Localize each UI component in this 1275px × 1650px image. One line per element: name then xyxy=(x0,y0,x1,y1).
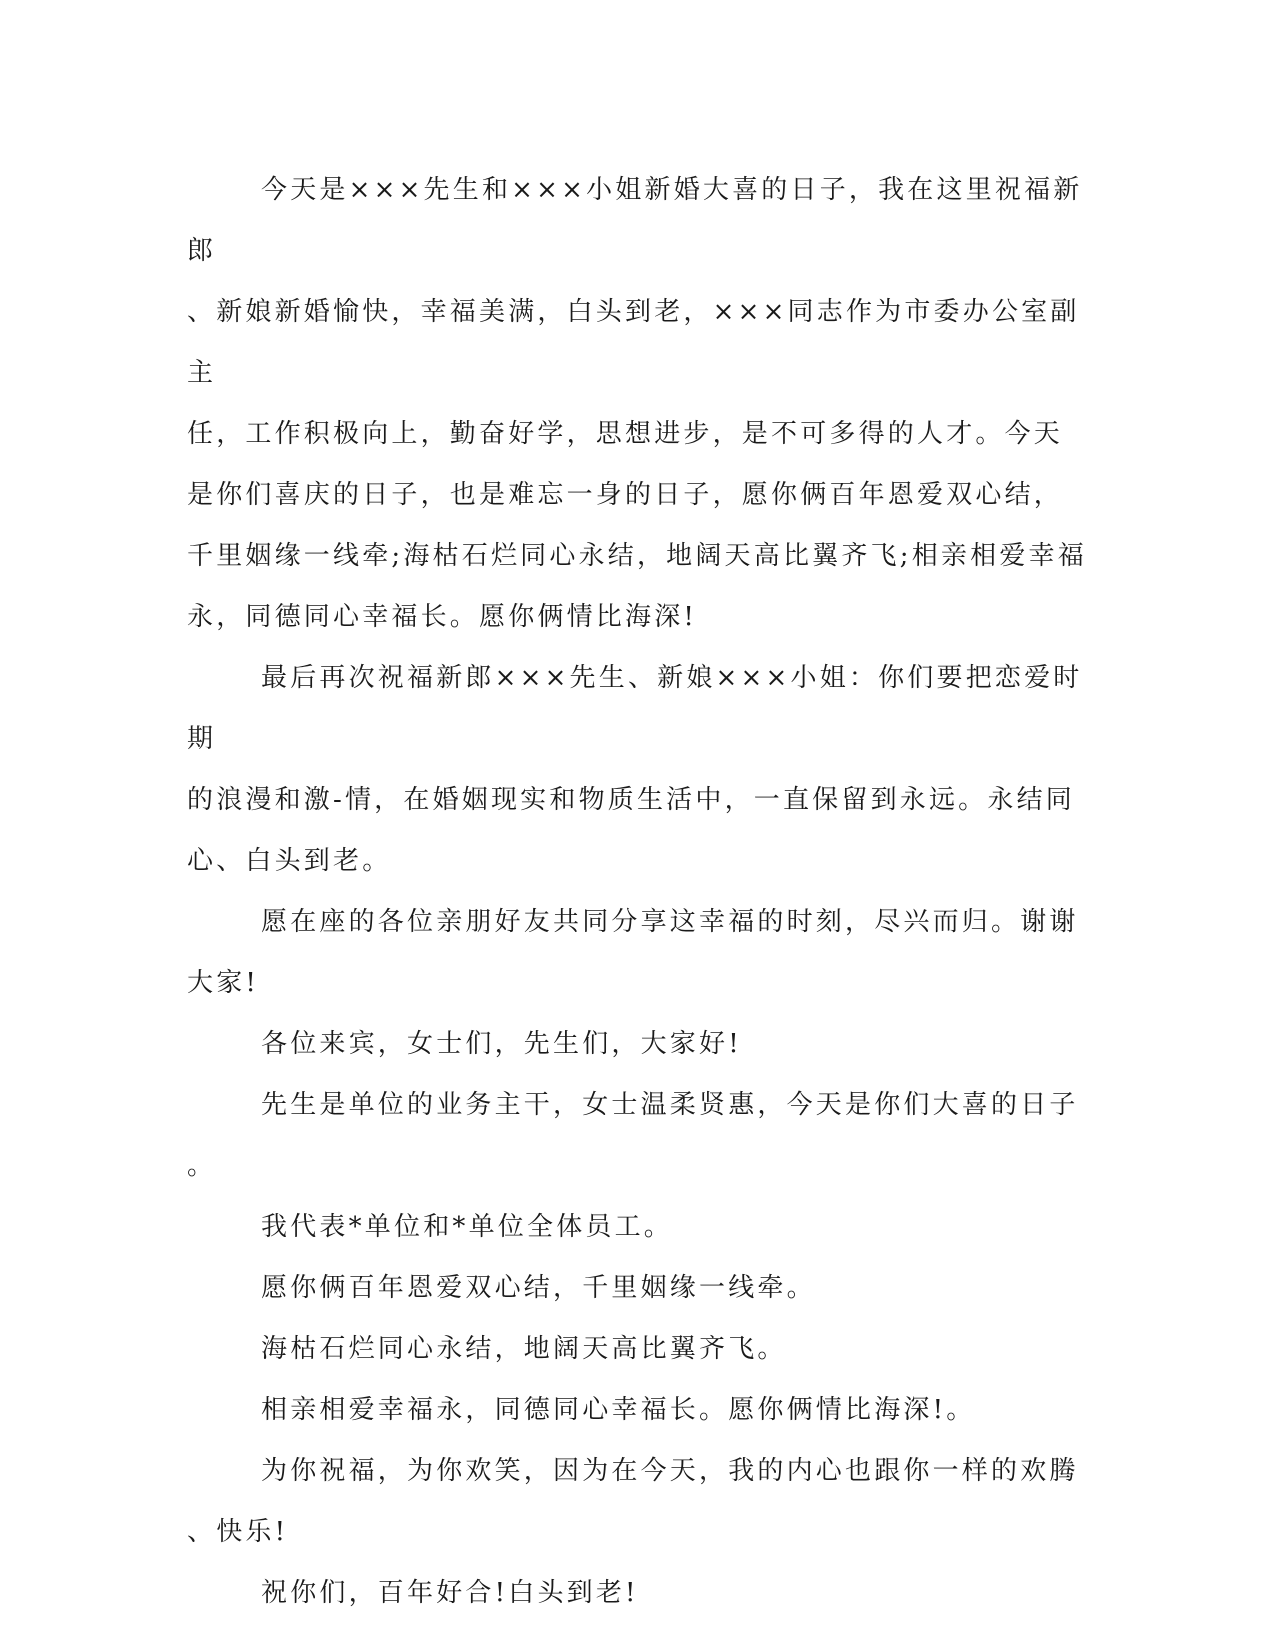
paragraph-1: 今天是×××先生和×××小姐新婚大喜的日子，我在这里祝福新郎 、新娘新婚愉快，幸福美满，白头到老，×××同志作为市委办公室副主 任，工作积极向上，勤奋好学，思想进步，是不可多得的人才。今天 是你们喜庆的日子，也是难忘一身的日子，愿你俩百年恩爱双心结， 千里姻缘一线牵;海枯石烂同心永结，地阔天高比翼齐飞;相亲相爱幸福 永，同德同心幸福长。愿你俩情比海深! xyxy=(187,175,1087,632)
paragraph-11: 祝你们，百年好合!白头到老! xyxy=(261,1578,639,1608)
paragraph-7: 愿你俩百年恩爱双心结，千里姻缘一线牵。 xyxy=(261,1273,816,1303)
paragraph-3: 愿在座的各位亲朋好友共同分享这幸福的时刻，尽兴而归。谢谢 大家! xyxy=(187,907,1079,998)
paragraph-6: 我代表*单位和*单位全体员工。 xyxy=(261,1212,674,1242)
paragraph-5: 先生是单位的业务主干，女士温柔贤惠，今天是你们大喜的日子 。 xyxy=(187,1090,1079,1181)
document-body xyxy=(187,160,1092,1624)
paragraph-4: 各位来宾，女士们，先生们，大家好! xyxy=(261,1029,742,1059)
paragraph-9: 相亲相爱幸福永，同德同心幸福长。愿你俩情比海深!。 xyxy=(261,1395,976,1425)
paragraph-10: 为你祝福，为你欢笑，因为在今天，我的内心也跟你一样的欢腾 、快乐! xyxy=(187,1456,1079,1547)
paragraph-2: 最后再次祝福新郎×××先生、新娘×××小姐：你们要把恋爱时期 的浪漫和激-情，在婚姻现实和物质生活中，一直保留到永远。永结同 心、白头到老。 xyxy=(187,663,1083,876)
paragraph-8: 海枯石烂同心永结，地阔天高比翼齐飞。 xyxy=(261,1334,787,1364)
